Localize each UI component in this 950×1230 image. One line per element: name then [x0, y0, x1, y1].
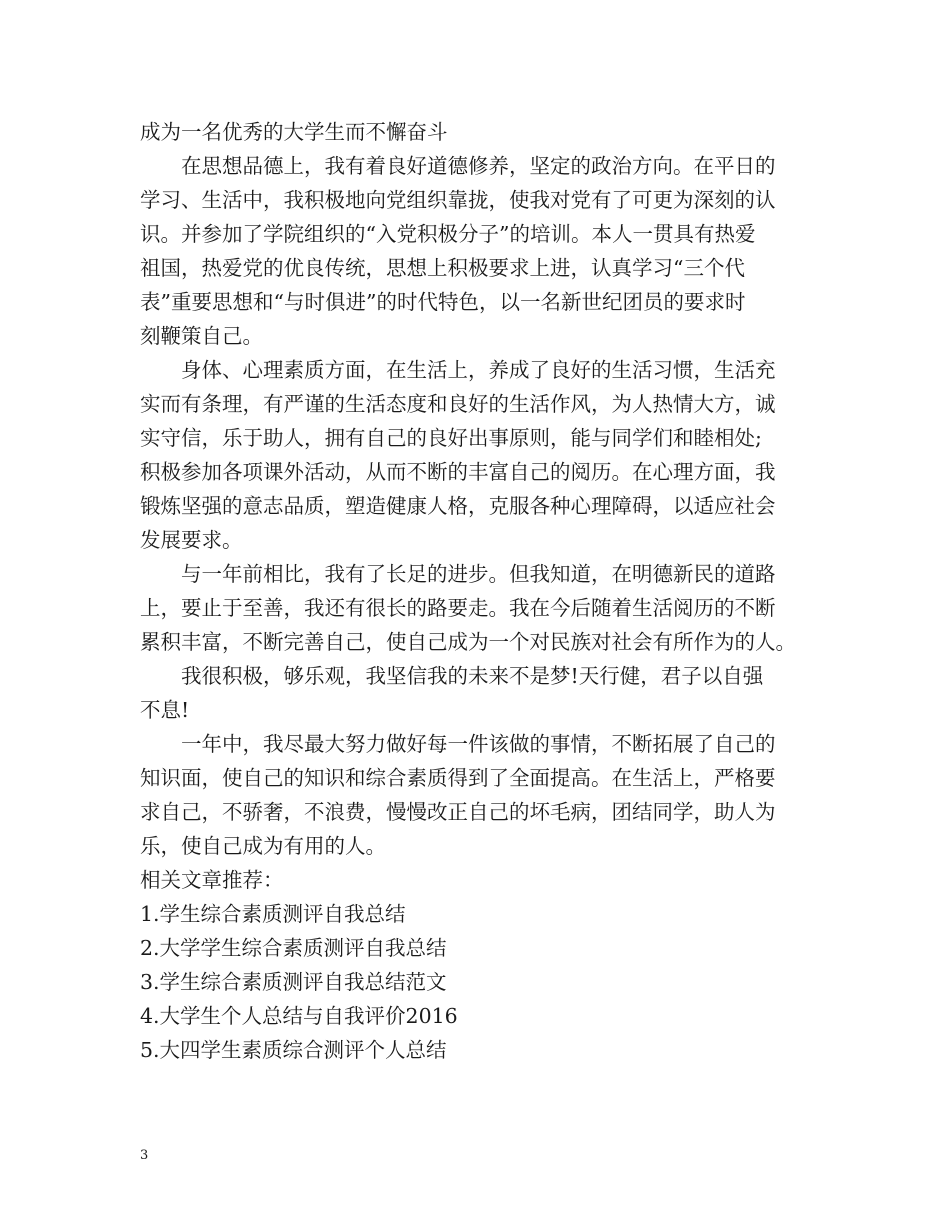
paragraph-line: 祖国，热爱党的优良传统，思想上积极要求上进，认真学习“三个代 — [140, 256, 745, 280]
paragraph-year-summary — [140, 727, 820, 863]
paragraph-line: 与一年前相比，我有了长足的进步。但我知道，在明德新民的道路 — [181, 562, 776, 586]
paragraph-line: 在思想品德上，我有着良好道德修养，坚定的政治方向。在平日的 — [181, 154, 776, 178]
paragraph-line: 积极参加各项课外活动，从而不断的丰富自己的阅历。在心理方面，我 — [140, 460, 776, 484]
related-article-link[interactable]: 4.大学生个人总结与自我评价2016 — [140, 1004, 458, 1028]
paragraph-line: 不息! — [140, 698, 190, 722]
paragraph-line: 身体、心理素质方面，在生活上，养成了良好的生活习惯，生活充 — [181, 358, 776, 382]
related-article-link[interactable]: 5.大四学生素质综合测评个人总结 — [140, 1038, 447, 1062]
paragraph-line: 我很积极，够乐观，我坚信我的未来不是梦!天行健，君子以自强 — [181, 664, 764, 688]
paragraph-line: 表”重要思想和“与时俱进”的时代特色，以一名新世纪团员的要求时 — [140, 290, 746, 314]
paragraph-line: 实守信，乐于助人，拥有自己的良好出事原则，能与同学们和睦相处; — [140, 426, 762, 450]
continued-line: 成为一名优秀的大学生而不懈奋斗 — [140, 120, 448, 144]
paragraph-line: 累积丰富，不断完善自己，使自己成为一个对民族对社会有所作为的人。 — [140, 630, 796, 654]
related-article-link[interactable]: 2.大学学生综合素质测评自我总结 — [140, 936, 447, 960]
related-article-link[interactable]: 3.学生综合素质测评自我总结范文 — [140, 970, 447, 994]
paragraph-line: 学习、生活中，我积极地向党组织靠拢，使我对党有了可更为深刻的认 — [140, 188, 776, 212]
paragraph-line: 发展要求。 — [140, 528, 243, 552]
paragraph-physical-mental — [140, 353, 820, 557]
paragraph-line: 锻炼坚强的意志品质，塑造健康人格，克服各种心理障碍，以适应社会 — [140, 494, 776, 518]
paragraph-progress — [140, 557, 820, 659]
paragraph-line: 识。并参加了学院组织的“入党积极分子”的培训。本人一贯具有热爱 — [140, 222, 756, 246]
document-body — [140, 115, 820, 1067]
related-article-link[interactable]: 1.学生综合素质测评自我总结 — [140, 902, 406, 926]
related-articles-heading: 相关文章推荐： — [140, 868, 284, 892]
paragraph-line: 上，要止于至善，我还有很长的路要走。我在今后随着生活阅历的不断 — [140, 596, 776, 620]
page-number: 3 — [140, 1148, 149, 1163]
paragraph-ideology — [140, 149, 820, 353]
paragraph-line: 一年中，我尽最大努力做好每一件该做的事情，不断拓展了自己的 — [181, 732, 776, 756]
paragraph-line: 知识面，使自己的知识和综合素质得到了全面提高。在生活上，严格要 — [140, 766, 776, 790]
paragraph-line: 刻鞭策自己。 — [140, 324, 263, 348]
paragraph-line: 实而有条理，有严谨的生活态度和良好的生活作风，为人热情大方，诚 — [140, 392, 776, 416]
paragraph-line: 求自己，不骄奢，不浪费，慢慢改正自己的坏毛病，团结同学，助人为 — [140, 800, 776, 824]
paragraph-line: 乐，使自己成为有用的人。 — [140, 834, 386, 858]
related-articles-list — [140, 897, 820, 1067]
paragraph-optimism — [140, 659, 820, 727]
